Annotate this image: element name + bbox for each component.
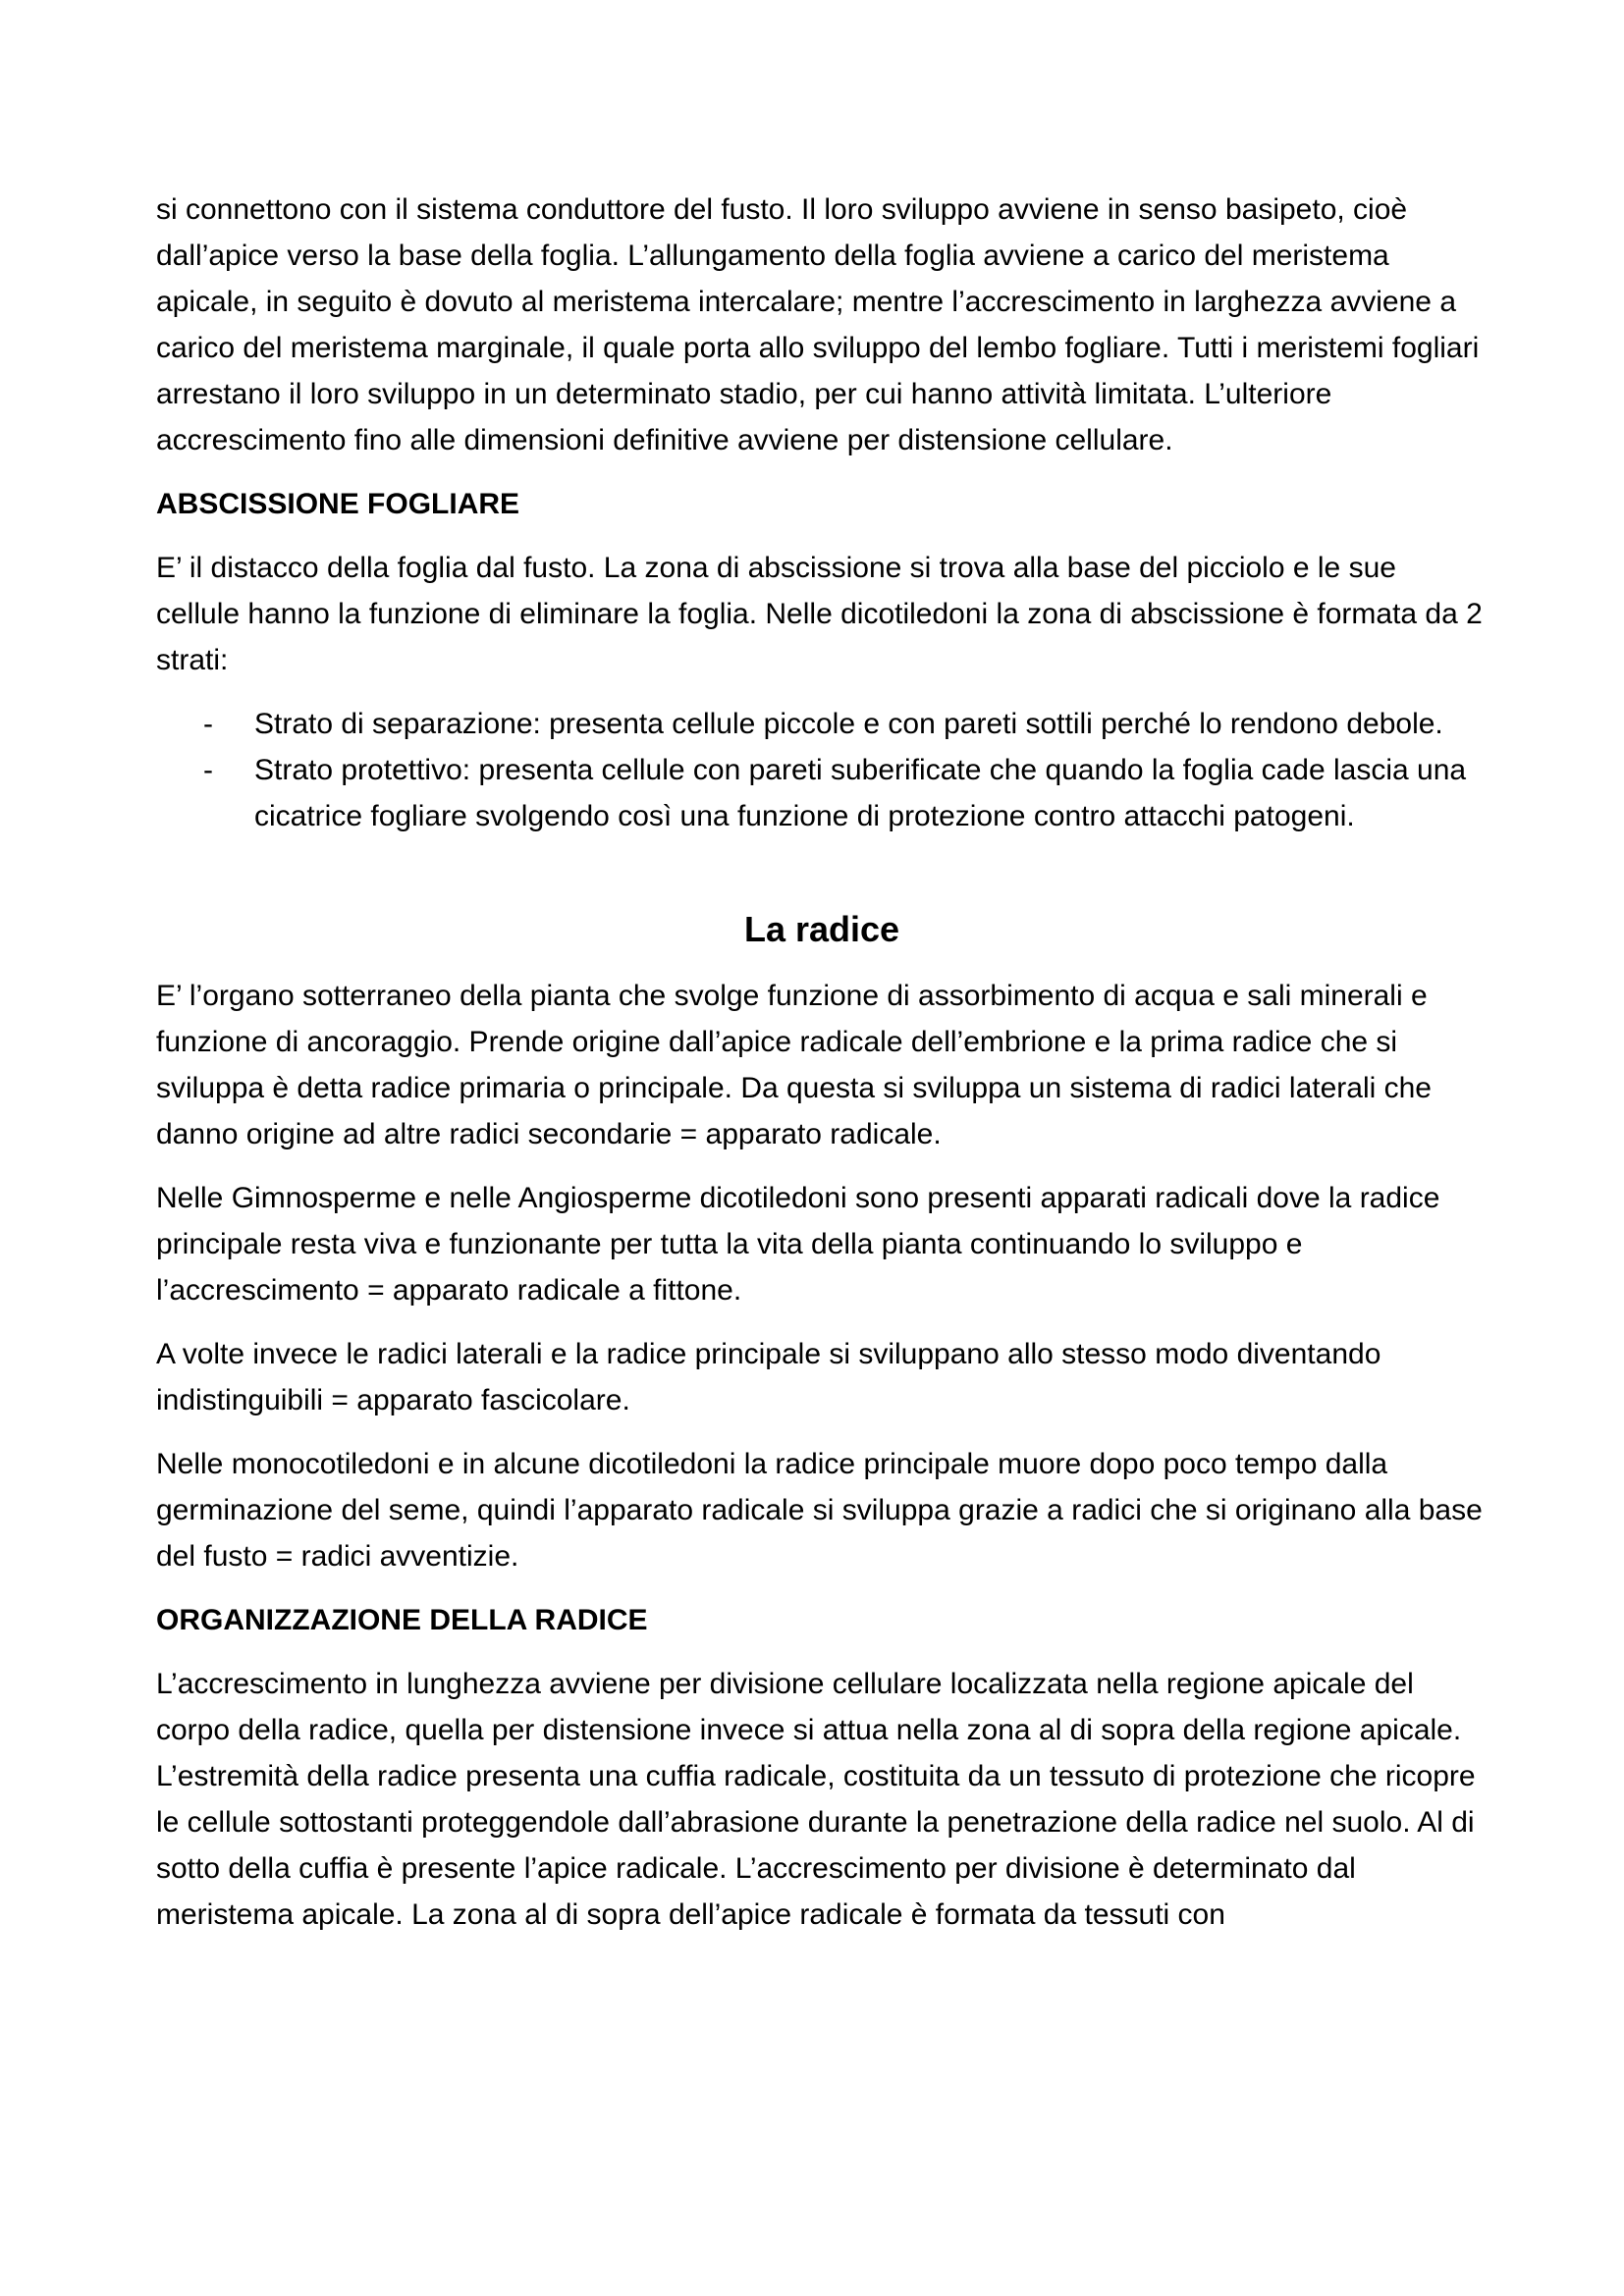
page-content [156, 187, 1488, 1955]
root-paragraph: E’ l’organo sotterraneo della pianta che svolge funzione di assorbimento di acqua e sali minerali e funzione di ancoraggio. Prende origine dall’apice radicale dell’embrione e la prima radice che si sviluppa è detta radice primaria o principale. Da questa si sviluppa un sistema di radici laterali che danno origine ad altre radici secondarie = apparato radicale. [156, 980, 1432, 1150]
section-heading-abscission: ABSCISSIONE FOGLIARE [156, 488, 520, 520]
list-item-text: Strato di separazione: presenta cellule piccole e con pareti sottili perché lo rendono debole. [254, 708, 1443, 740]
section-heading-organization: ORGANIZZAZIONE DELLA RADICE [156, 1604, 648, 1636]
list-bullet-dash: - [203, 754, 213, 786]
root-paragraph: A volte invece le radici laterali e la radice principale si sviluppano allo stesso modo diventando indistinguibili = apparato fascicolare. [156, 1338, 1381, 1416]
root-paragraph: Nelle Gimnosperme e nelle Angiosperme dicotiledoni sono presenti apparati radicali dove la radice principale resta viva e funzionante per tutta la vita della pianta continuando lo sviluppo e l’accrescimento = apparato radicale a fittone. [156, 1182, 1440, 1307]
root-paragraph: Nelle monocotiledoni e in alcune dicotiledoni la radice principale muore dopo poco tempo dalla germinazione del seme, quindi l’apparato radicale si sviluppa grazie a radici che si originano alla base del fusto = radici avventizie. [156, 1448, 1483, 1573]
list-bullet-dash: - [203, 708, 213, 740]
abscission-paragraph: E’ il distacco della foglia dal fusto. La zona di abscissione si trova alla base del picciolo e le sue cellule hanno la funzione di eliminare la foglia. Nelle dicotiledoni la zona di abscissione è formata da 2 strati: [156, 552, 1483, 676]
intro-paragraph: si connettono con il sistema conduttore del fusto. Il loro sviluppo avviene in senso basipeto, cioè dall’apice verso la base della foglia. L’allungamento della foglia avviene a carico del meristema apicale, in seguito è dovuto al meristema intercalare; mentre l’accrescimento in larghezza avviene a carico del meristema marginale, il quale porta allo sviluppo del lembo fogliare. Tutti i meristemi fogliari arrestano il loro sviluppo in un determinato stadio, per cui hanno attività limitata. L’ulteriore accrescimento fino alle dimensioni definitive avviene per distensione cellulare. [156, 193, 1480, 456]
list-item-text: Strato protettivo: presenta cellule con pareti suberificate che quando la foglia cade lascia una cicatrice fogliare svolgendo così una funzione di protezione contro attacchi patogeni. [254, 754, 1467, 832]
abscission-list [156, 701, 1488, 839]
organization-paragraph: L’accrescimento in lunghezza avviene per divisione cellulare localizzata nella regione apicale del corpo della radice, quella per distensione invece si attua nella zona al di sopra della regione apicale. L’estremità della radice presenta una cuffia radicale, costituita da un tessuto di protezione che ricopre le cellule sottostanti proteggendole dall’abrasione durante la penetrazione della radice nel suolo. Al di sotto della cuffia è presente l’apice radicale. L’accrescimento per divisione è determinato dal meristema apicale. La zona al di sopra dell’apice radicale è formata da tessuti con [156, 1668, 1476, 1931]
list-item [156, 701, 1488, 747]
list-item [156, 747, 1488, 839]
chapter-title: La radice [743, 909, 900, 949]
